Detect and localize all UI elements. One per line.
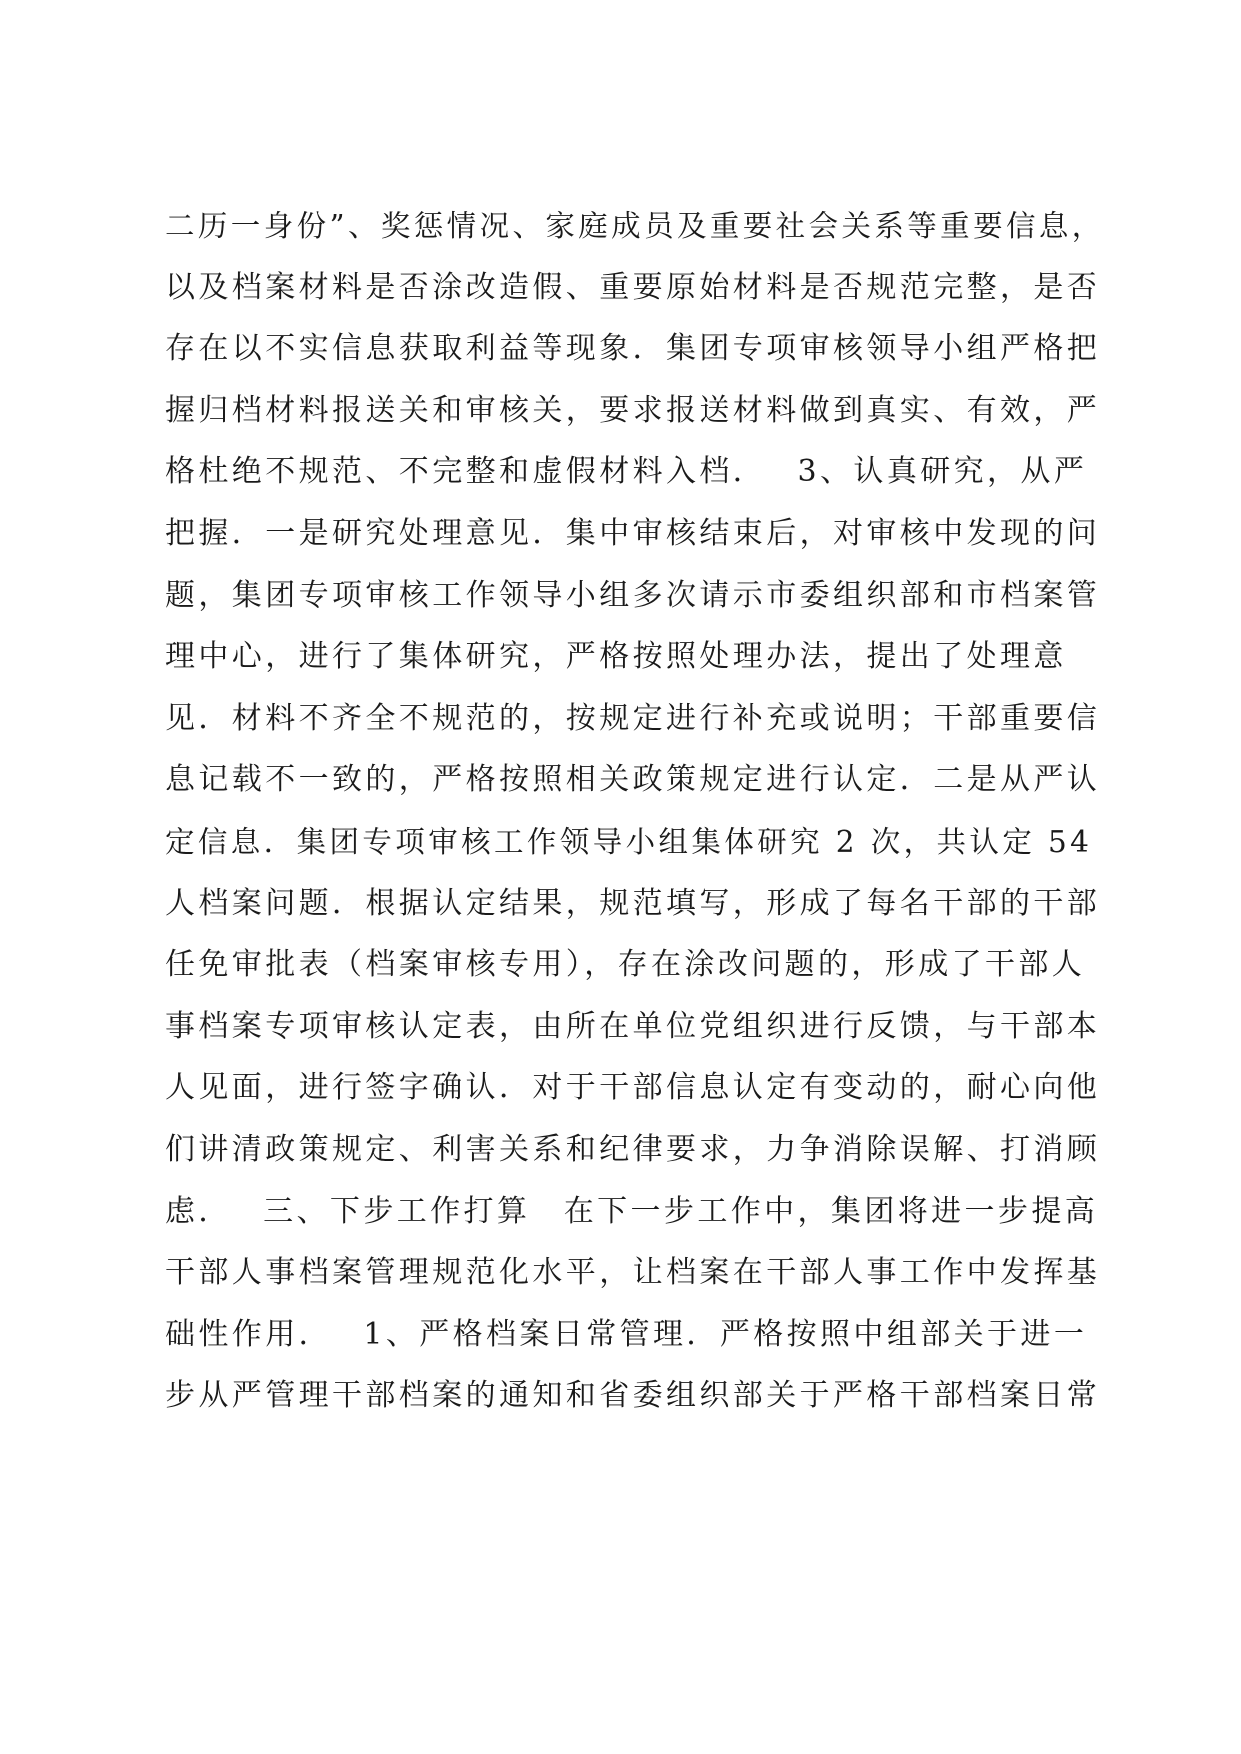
text-line: 理中心，进行了集体研究，严格按照处理办法，提出了处理意 [165,639,1067,675]
text-line: 二历一身份”、奖惩情况、家庭成员及重要社会关系等重要信息， [165,209,1105,243]
text-line: 步从严管理干部档案的通知和省委组织部关于严格干部档案日常 [165,1378,1101,1414]
text-line: 把握．一是研究处理意见．集中审核结束后，对审核中发现的问 [165,515,1101,551]
text-line: 格杜绝不规范、不完整和虚假材料入档． 3、认真研究，从严 [165,454,1088,490]
text-line: 见．材料不齐全不规范的，按规定进行补充或说明；干部重要信 [165,700,1101,736]
text-line: 人档案问题．根据认定结果，规范填写，形成了每名干部的干部 [165,885,1101,921]
text-line: 题，集团专项审核工作领导小组多次请示市委组织部和市档案管 [165,577,1101,613]
text-line: 息记载不一致的，严格按照相关政策规定进行认定．二是从严认 [165,762,1101,798]
text-line: 人见面，进行签字确认．对于干部信息认定有变动的，耐心向他 [165,1070,1101,1106]
text-line: 干部人事档案管理规范化水平，让档案在干部人事工作中发挥基 [165,1255,1101,1291]
text-line: 存在以不实信息获取利益等现象．集团专项审核领导小组严格把 [165,331,1101,367]
text-line: 事档案专项审核认定表，由所在单位党组织进行反馈，与干部本 [165,1008,1101,1044]
text-line: 础性作用． 1、严格档案日常管理．严格按照中组部关于进一 [165,1316,1088,1352]
text-line: 定信息．集团专项审核工作领导小组集体研究 2 次，共认定 54 [165,824,1093,859]
body-text [165,206,1105,1438]
text-line: 以及档案材料是否涂改造假、重要原始材料是否规范完整，是否 [165,269,1101,305]
text-line: 握归档材料报送关和审核关，要求报送材料做到真实、有效，严 [165,392,1101,428]
text-line: 虑． 三、下步工作打算 在下一步工作中，集团将进一步提高 [165,1193,1099,1229]
text-line: 们讲清政策规定、利害关系和纪律要求，力争消除误解、打消顾 [165,1131,1101,1167]
text-line: 任免审批表（档案审核专用），存在涂改问题的，形成了干部人 [165,947,1086,983]
